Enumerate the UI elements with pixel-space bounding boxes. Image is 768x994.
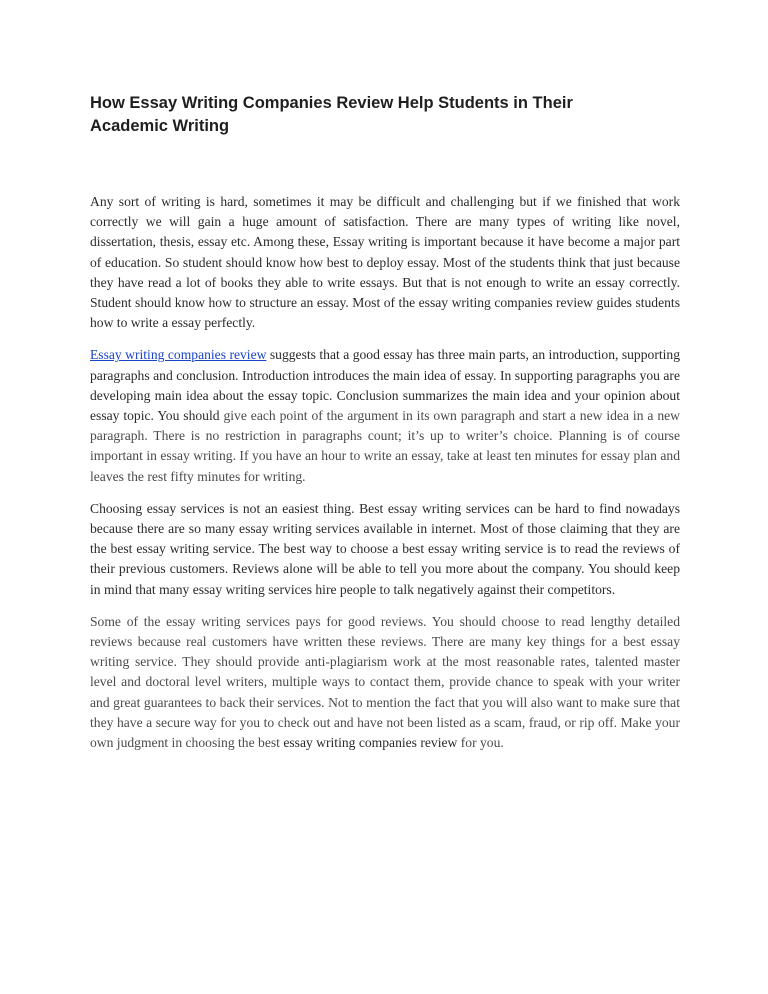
paragraph-reviews-main: Some of the essay writing services pays for good reviews. You should choose to read lengthy detailed reviews because real customers have written these reviews. There are many key things for a best essay writing service. They should provide anti-plagiarism work at the most reasonable rates, talented master level and doctoral level writers, multiple ways to contact them, provide chance to speak with your writer and great guarantees to back their services. Not to mention the fact that you will also want to make sure that they have a secure way for you to check out and have not been listed as a scam, fraud, or rip off. Make your own judgment in choosing the best — [90, 613, 680, 751]
paragraph-essay-structure-rest: give each point of the argument in its own paragraph and start a new idea in a new paragraph. There is no restriction in paragraphs count; it’s up to writer’s choice. Planning is of course important in essay writing. If you have an hour to write an essay, take at least ten minutes for essay plan and leaves the rest fifty minutes for writing. — [90, 408, 680, 484]
paragraph-reviews-tail: for you. — [457, 735, 504, 751]
essay-review-link[interactable]: Essay writing companies review — [90, 347, 267, 363]
paragraph-reviews-emphasis: essay writing companies review — [283, 735, 458, 751]
paragraph-essay-structure — [90, 345, 680, 486]
paragraph-choosing-services: Choosing essay services is not an easiest thing. Best essay writing services can be hard to find nowadays because there are so many essay writing services available in internet. Most of those claiming that they are the best essay writing service. The best way to choose a best essay writing service is to read the reviews of their previous customers. Reviews alone will be able to tell you more about the company. You should keep in mind that many essay writing services hire people to talk negatively against their competitors. — [90, 500, 680, 597]
paragraph-essay-structure-main: suggests that a good essay has three main parts, an introduction, supporting paragraphs and conclusion. Introduction introduces the main idea of essay. In supporting paragraphs you are developing main idea about the essay topic. Conclusion summarizes the main idea and your opinion about essay topic. You should — [90, 347, 680, 424]
paragraph-reviews — [90, 612, 680, 753]
document-title: How Essay Writing Companies Review Help Students in Their Academic Writing — [90, 94, 573, 135]
paragraph-intro: Any sort of writing is hard, sometimes it may be difficult and challenging but if we finished that work correctly we will gain a huge amount of satisfaction. There are many types of writing like novel, dissertation, thesis, essay etc. Among these, Essay writing is important because it have become a major part of education. So student should know how best to deploy essay. Most of the students think that just because they have read a lot of books they able to write essays. But that is not enough to write an essay correctly. Student should know how to structure an essay. Most of the essay writing companies review guides students how to write a essay perfectly. — [90, 194, 680, 331]
